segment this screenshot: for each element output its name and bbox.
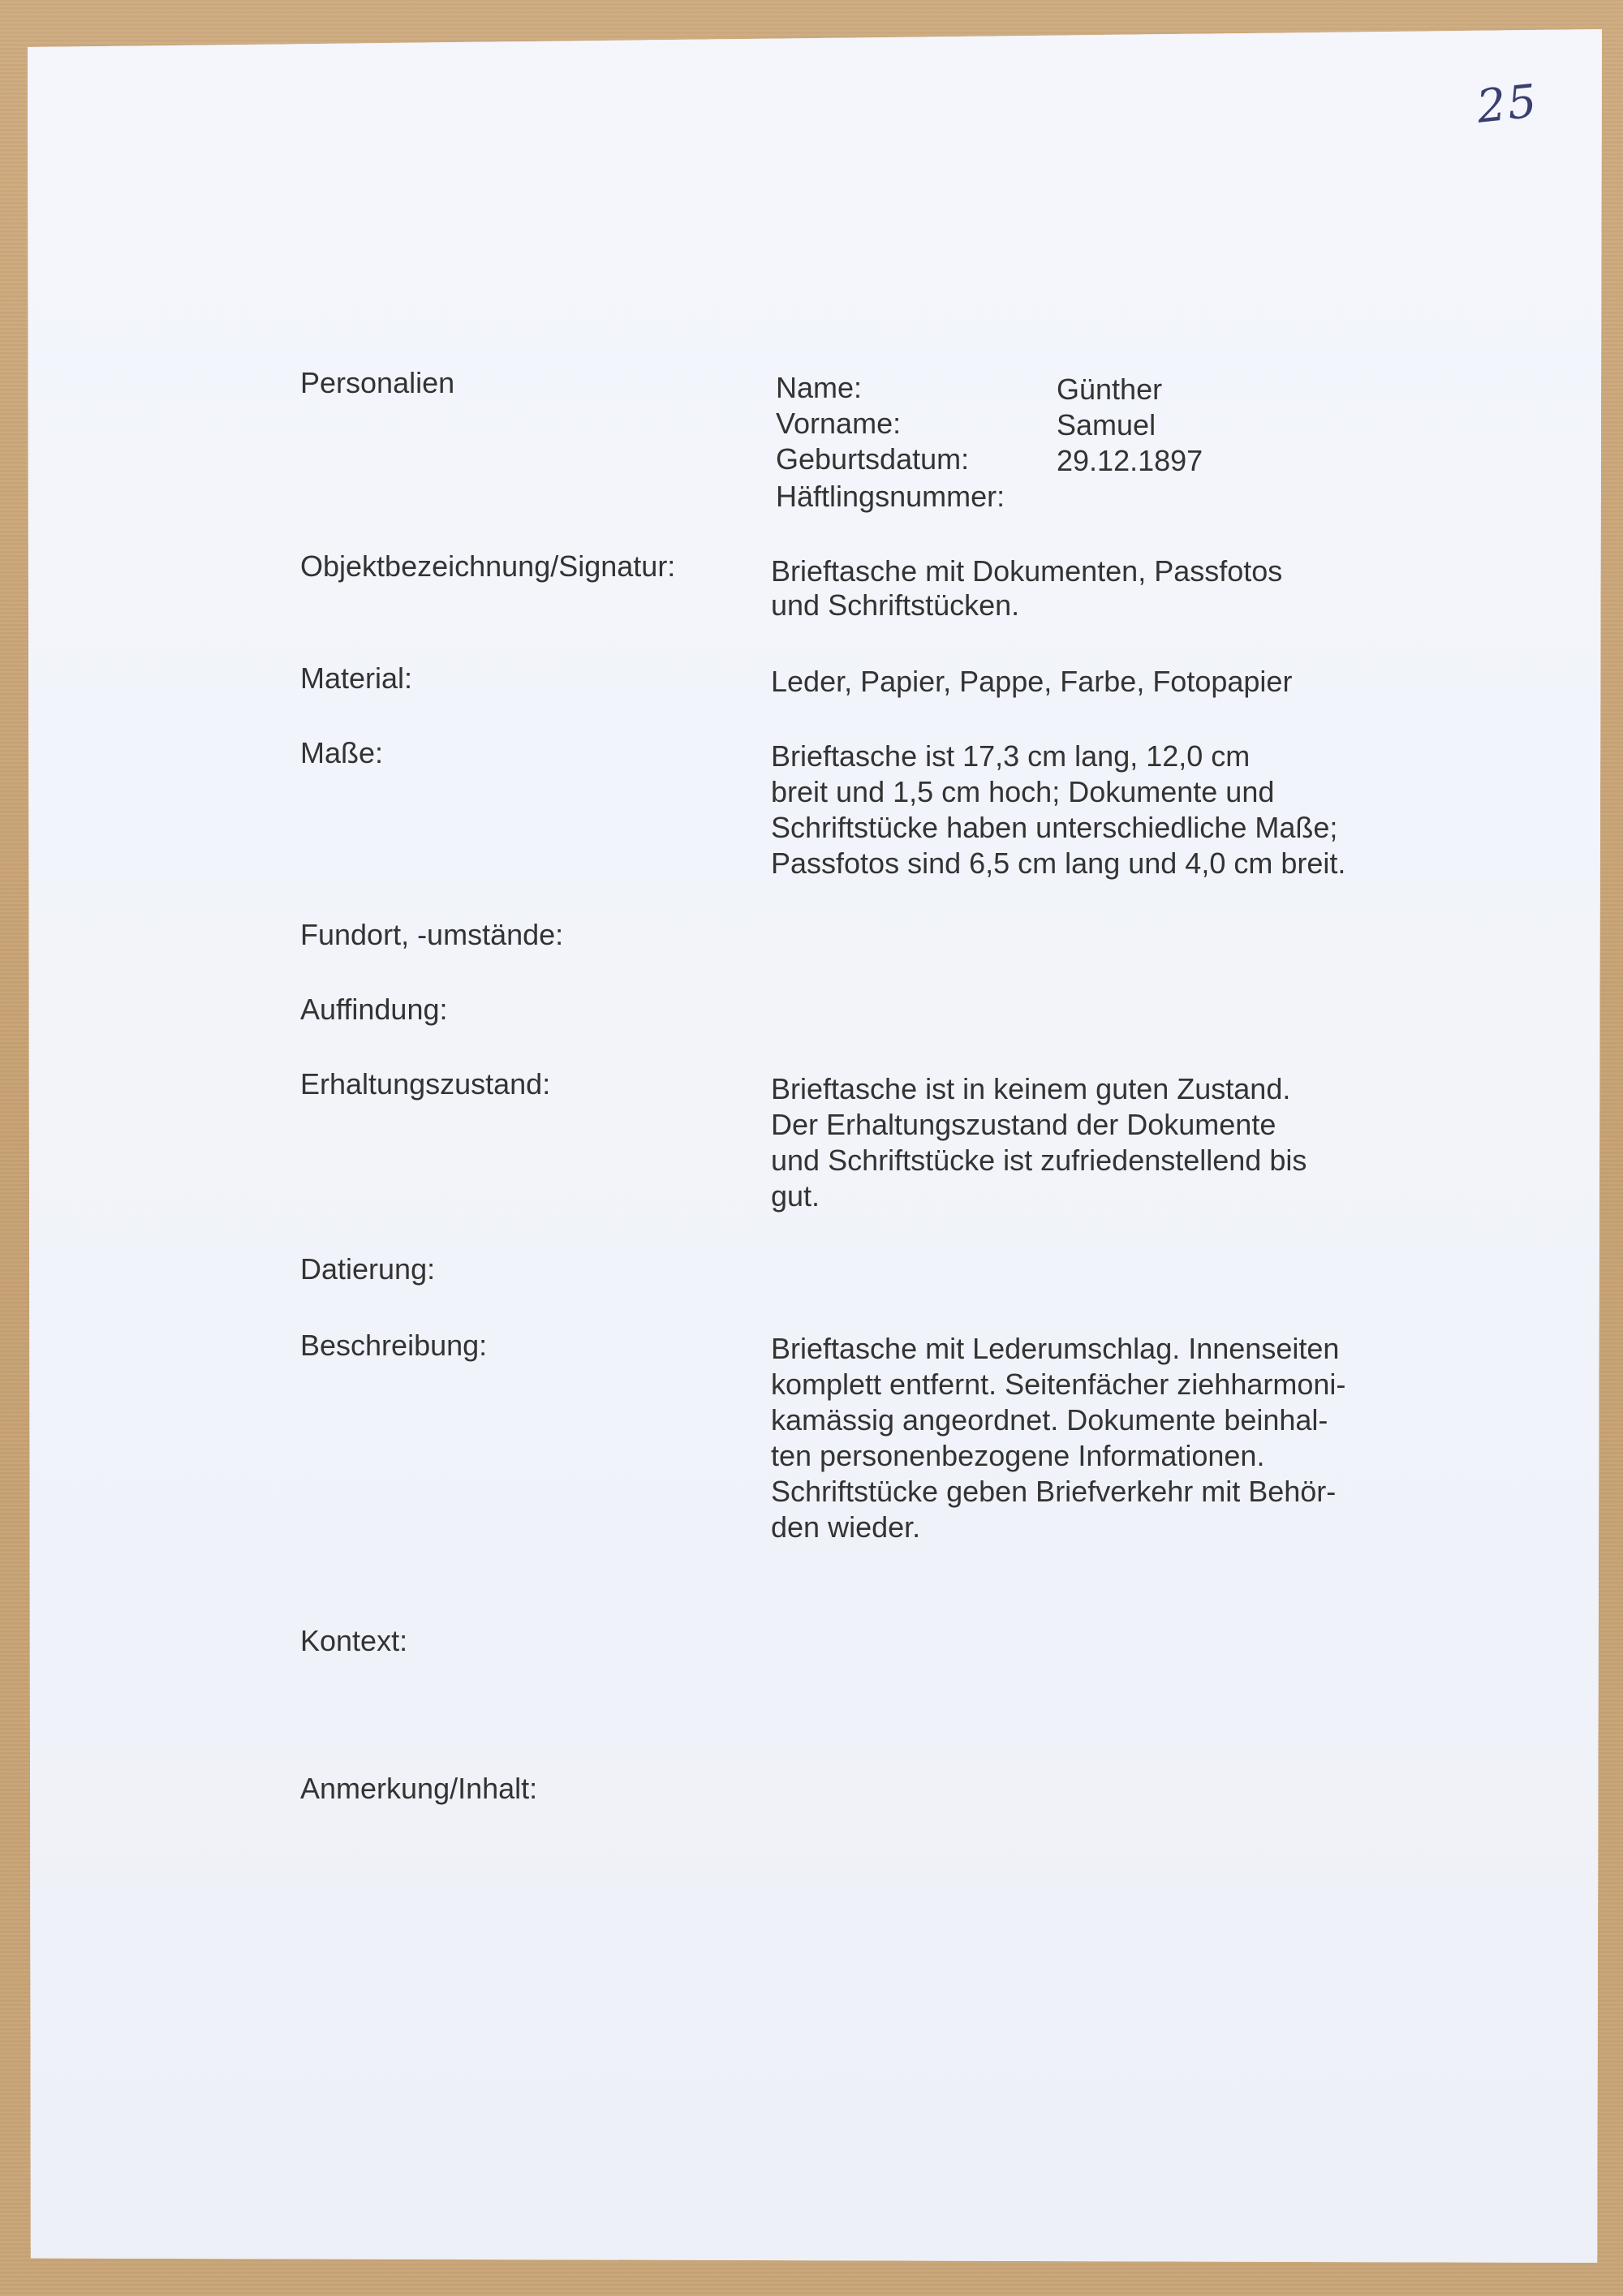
- beschreibung-line: ten personenbezogene Informationen.: [771, 1439, 1265, 1472]
- erhaltung-line: und Schriftstücke ist zufriedenstellend bis: [771, 1144, 1307, 1177]
- beschreibung-line: kamässig angeordnet. Dokumente beinhal-: [771, 1403, 1328, 1437]
- label-anmerkung-inhalt: Anmerkung/Inhalt:: [300, 1772, 538, 1805]
- masse-line: Schriftstücke haben unterschiedliche Maße;: [771, 811, 1338, 844]
- erhaltung-line: gut.: [771, 1179, 820, 1213]
- masse-line: breit und 1,5 cm hoch; Dokumente und: [771, 775, 1275, 808]
- value-geburtsdatum: 29.12.1897: [1057, 444, 1203, 477]
- label-auffindung: Auffindung:: [300, 993, 448, 1026]
- label-material: Material:: [300, 661, 413, 695]
- label-datierung: Datierung:: [300, 1252, 436, 1286]
- objekt-line: Brieftasche mit Dokumenten, Passfotos: [771, 554, 1283, 588]
- sublabel-haeftlingsnummer: Häftlingsnummer:: [776, 480, 1005, 513]
- label-objektbezeichnung: Objektbezeichnung/Signatur:: [300, 549, 676, 583]
- beschreibung-line: Schriftstücke geben Briefverkehr mit Behör-: [771, 1475, 1337, 1508]
- label-personalien: Personalien: [300, 366, 455, 399]
- handwritten-page-number: 25: [1474, 75, 1541, 134]
- sublabel-geburtsdatum: Geburtsdatum:: [776, 442, 970, 476]
- label-beschreibung: Beschreibung:: [300, 1329, 488, 1362]
- value-vorname: Samuel: [1057, 408, 1156, 442]
- masse-line: Passfotos sind 6,5 cm lang und 4,0 cm breit.: [771, 846, 1346, 880]
- beschreibung-line: Brieftasche mit Lederumschlag. Innenseiten: [771, 1332, 1340, 1365]
- label-erhaltungszustand: Erhaltungszustand:: [300, 1067, 551, 1101]
- sublabel-vorname: Vorname:: [776, 407, 902, 440]
- beschreibung-line: den wieder.: [771, 1510, 921, 1544]
- material-line: Leder, Papier, Pappe, Farbe, Fotopapier: [771, 665, 1293, 698]
- objekt-line: und Schriftstücken.: [771, 588, 1020, 622]
- beschreibung-line: komplett entfernt. Seitenfächer ziehharmoni-: [771, 1368, 1346, 1401]
- erhaltung-line: Brieftasche ist in keinem guten Zustand.: [771, 1072, 1291, 1105]
- erhaltung-line: Der Erhaltungszustand der Dokumente: [771, 1108, 1276, 1141]
- label-fundort: Fundort, -umstände:: [300, 918, 564, 951]
- label-masse: Maße:: [300, 736, 384, 769]
- masse-line: Brieftasche ist 17,3 cm lang, 12,0 cm: [771, 739, 1251, 773]
- label-kontext: Kontext:: [300, 1624, 408, 1657]
- value-name: Günther: [1057, 373, 1163, 406]
- sublabel-name: Name:: [776, 371, 863, 404]
